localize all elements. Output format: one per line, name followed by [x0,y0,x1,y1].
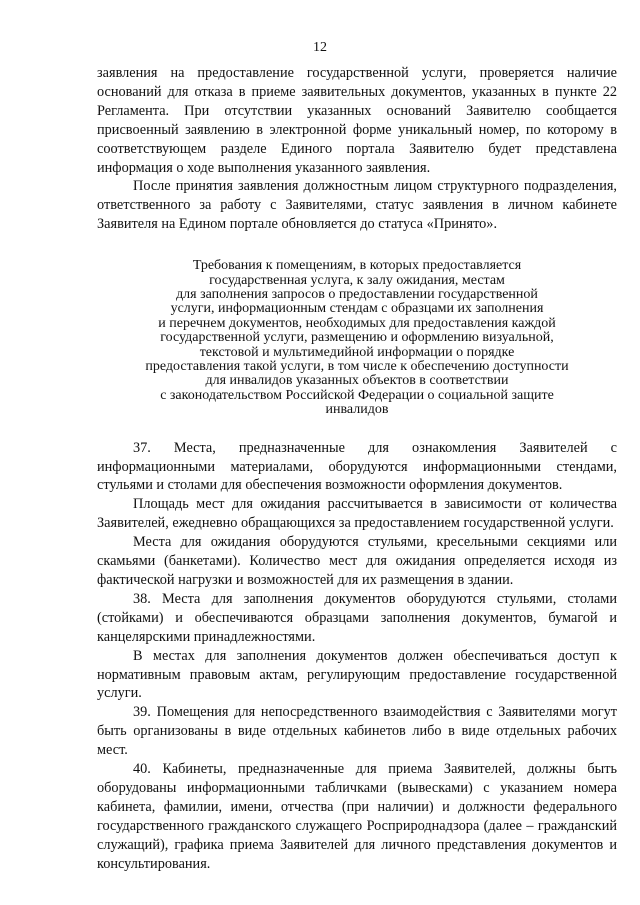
section-heading-line: Требования к помещениям, в которых предоставляется [192,258,522,274]
paragraph-37: 37. Места, предназначенные для ознакомления Заявителей с информационными материалами, оборудуются информационными стендами, стульями и столами для обеспечения возможности оформления документов. [97,439,617,494]
section-heading-line: с законодательством Российской Федерации о социальной защите [160,387,554,403]
section-heading-line: государственная услуга, к залу ожидания, местам [209,272,505,288]
section-heading-line: инвалидов [325,402,389,418]
section-heading-line: и перечнем документов, необходимых для предоставления каждой [158,315,556,331]
page-number: 12 [313,40,327,55]
section-heading-line: государственной услуги, размещению и оформлению визуальной, [160,330,554,346]
waiting-area-size-paragraph: Площадь мест для ожидания рассчитывается в зависимости от количества Заявителей, ежедневно обращающихся за предоставлением государственной услуги. [97,496,617,532]
section-heading-line: для инвалидов указанных объектов в соответствии [205,373,509,389]
continuation-paragraph: заявления на предоставление государственной услуги, проверяется наличие оснований для отказа в приеме заявительных документов, указанных в пункте 22 Регламента. При отсутствии указанных оснований Заявителю сообщается присвоенный заявлению в электронной форме уникальный номер, по которому в соответствующем разделе Единого портала Заявителю будет представлена информация о ходе выполнения указанного заявления. [97,65,617,176]
section-heading-line: текстовой и мультимедийной информации о порядке [199,344,515,360]
section-heading-line: для заполнения запросов о предоставлении государственной [176,286,538,302]
legal-access-paragraph: В местах для заполнения документов должен обеспечиваться доступ к нормативным правовым актам, регулирующим предоставление государственной услуги. [97,647,617,702]
page-body [97,64,617,873]
paragraph-38: 38. Места для заполнения документов оборудуются стульями, столами (стойками) и обеспечиваются образцами заполнения документов, бумагой и канцелярскими принадлежностями. [97,590,617,645]
waiting-seats-paragraph: Места для ожидания оборудуются стульями, кресельными секциями или скамьями (банкетами). Количество мест для ожидания определяется исходя из фактической нагрузки и возможностей для их размещения в здании. [97,534,617,588]
section-heading-line: предоставления такой услуги, в том числе к обеспечению доступности [145,359,569,374]
section-heading [97,259,617,417]
paragraph-39: 39. Помещения для непосредственного взаимодействия с Заявителями могут быть организованы в виде отдельных кабинетов либо в виде отдельных рабочих мест. [97,704,617,759]
section-heading-line: услуги, информационным стендам с образцами их заполнения [170,301,544,317]
after-acceptance-paragraph: После принятия заявления должностным лицом структурного подразделения, ответственного за работу с Заявителями, статус заявления в личном кабинете Заявителя на Едином портале обновляется до статуса «Принято». [97,178,617,233]
paragraph-40: 40. Кабинеты, предназначенные для приема Заявителей, должны быть оборудованы информационными табличками (вывесками) с указанием номера кабинета, фамилии, имени, отчества (при наличии) и должности федерального государственного гражданского служащего Росприроднадзора (далее – гражданский служащий), графика приема Заявителей для личного представления документов и консультирования. [97,761,617,872]
